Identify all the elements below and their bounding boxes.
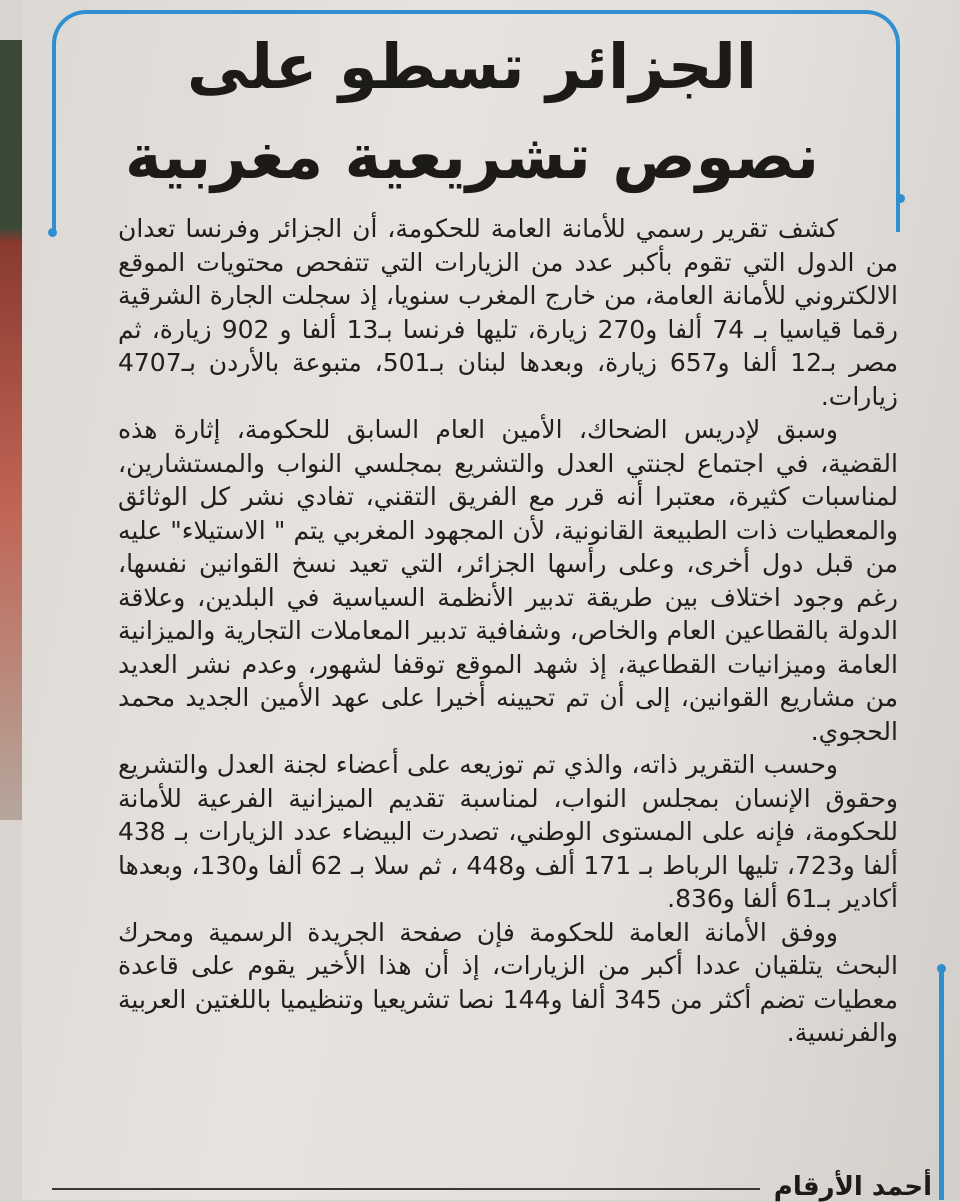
article-paragraph-2: وسبق لإدريس الضحاك، الأمين العام السابق للحكومة، إثارة هذه القضية، في اجتماع لجنتي العدل والتشريع بمجلسي النواب والمستشارين، لمناسبات كثيرة، معتبرا أنه قرر مع الفريق التقني، تفادي نشر كل الوثائق والمعطيات ذات الطبيعة القانونية، لأن المجهود المغربي يتم " الاستيلاء" عليه من قبل دول أخرى، وعلى رأسها الجزائر، التي تعيد نسخ القوانين نفسها، رغم وجود اختلاف بين طريقة تدبير الأنظمة السياسية في البلدين، وعلاقة الدولة بالقطاعين العام والخاص، وشفافية تدبير المعاملات التجارية والميزانية العامة وميزانيات القطاعية، إذ شهد الموقع توقفا لشهور، وعدم نشر العديد من مشاريع القوانين، إلى أن تم تحيينه أخيرا على عهد الأمين الجديد محمد الحجوي.	[118, 415, 898, 746]
newspaper-clipping	[22, 0, 960, 1200]
byline-rule	[52, 1188, 760, 1190]
article-headline: الجزائر تسطو على نصوص تشريعية مغربية	[124, 30, 820, 193]
frame-side-dot	[937, 964, 946, 973]
article-paragraph-3: وحسب التقرير ذاته، والذي تم توزيعه على أعضاء لجنة العدل والتشريع وحقوق الإنسان بمجلس النواب، لمناسبة تقديم الميزانية الفرعية للأمانة للحكومة، فإنه على المستوى الوطني، تصدرت البيضاء عدد الزيارات بـ 438 ألفا و723، تليها الرباط بـ 171 ألف و448 ، ثم سلا بـ 62 ألفا و130، وبعدها أكادير بـ61 ألفا و836.	[118, 750, 898, 913]
article-body	[118, 212, 898, 1050]
author-name: أحمد الأرقام	[773, 1172, 932, 1202]
article-paragraph-4: ووفق الأمانة العامة للحكومة فإن صفحة الجريدة الرسمية ومحرك البحث يتلقيان عددا أكبر من الزيارات، إذ أن هذا الأخير يقوم على قاعدة معطيات تضم أكثر من 345 ألفا و144 نصا تشريعيا وتنظيميا باللغتين العربية والفرنسية.	[118, 917, 899, 1047]
right-frame-line	[939, 970, 944, 1200]
byline	[52, 1162, 932, 1202]
frame-corner-dot-right	[896, 194, 905, 203]
frame-corner-dot-left	[48, 228, 57, 237]
article-paragraph-1: كشف تقرير رسمي للأمانة العامة للحكومة، أن الجزائر وفرنسا تعدان من الدول التي تقوم بأكبر عدد من الزيارات التي تتفحص محتويات الموقع الالكتروني للأمانة العامة، من خارج المغرب سنويا، إذ سجلت الجارة الشرقية رقما قياسيا بـ 74 ألفا و270 زيارة، تليها فرنسا بـ13 ألفا و 902 زيارة، ثم مصر بـ12 ألفا و657 زيارة، وبعدها لبنان بـ501، متبوعة بالأردن بـ4707 زيارات.	[118, 214, 899, 411]
